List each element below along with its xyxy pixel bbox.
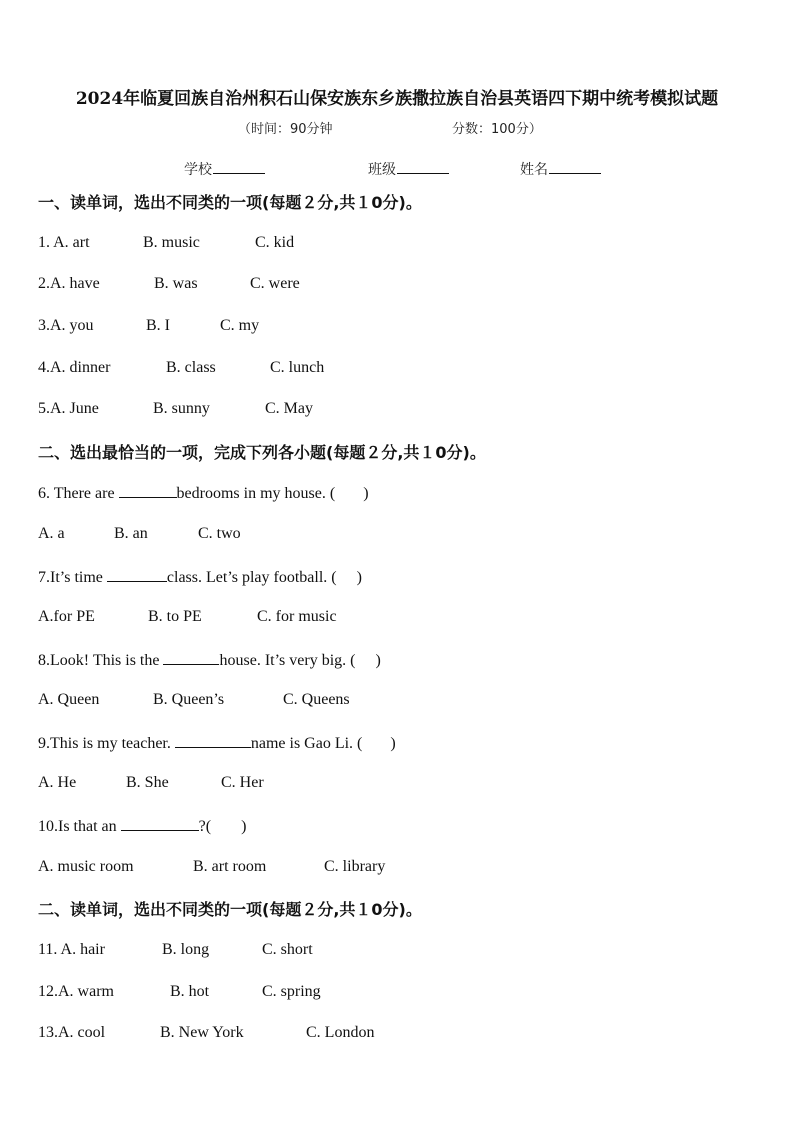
section-1-heading: 一、读单词，选出不同类的一项(每题２分,共１0分)。	[38, 193, 422, 212]
question-8-options: A. Queen B. Queen’s C. Queens	[38, 691, 350, 708]
question-13: 13.A. cool B. New York C. London	[38, 1024, 375, 1041]
answer-blank[interactable]	[119, 483, 177, 498]
question-4: 4.A. dinner B. class C. lunch	[38, 359, 325, 376]
exam-score: 分数：100分）	[452, 122, 542, 137]
question-10: 10.Is that an ?( )	[38, 818, 247, 835]
question-1: 1. A. art B. music C. kid	[38, 234, 295, 251]
question-12: 12.A. warm B. hot C. spring	[38, 983, 321, 1000]
answer-blank[interactable]	[175, 733, 251, 748]
answer-blank[interactable]	[121, 816, 199, 831]
name-blank[interactable]	[549, 159, 601, 174]
exam-time: （时间：90分钟	[238, 122, 333, 137]
question-3: 3.A. you B. I C. my	[38, 317, 260, 334]
page-title: 2024年临夏回族自治州积石山保安族东乡族撒拉族自治县英语四下期中统考模拟试题	[75, 89, 719, 109]
question-8: 8.Look! This is the house. It’s very big. ( )	[38, 652, 381, 669]
question-9: 9.This is my teacher. name is Gao Li. ( )	[38, 735, 396, 752]
question-10-options: A. music room B. art room C. library	[38, 858, 386, 875]
class-field: 班级	[368, 159, 449, 179]
question-2: 2.A. have B. was C. were	[38, 275, 300, 292]
question-7: 7.It’s time class. Let’s play football. ( )	[38, 569, 362, 586]
answer-blank[interactable]	[107, 567, 167, 582]
answer-blank[interactable]	[163, 650, 219, 665]
question-7-options: A.for PE B. to PE C. for music	[38, 608, 337, 625]
question-6: 6. There are bedrooms in my house. ( )	[38, 485, 369, 502]
class-blank[interactable]	[397, 159, 449, 174]
school-field: 学校	[184, 159, 265, 179]
question-6-options: A. a B. an C. two	[38, 525, 241, 542]
school-blank[interactable]	[213, 159, 265, 174]
name-field: 姓名	[520, 159, 601, 179]
question-9-options: A. He B. She C. Her	[38, 774, 264, 791]
section-2-heading: 二、选出最恰当的一项，完成下列各小题(每题２分,共１0分)。	[38, 443, 486, 462]
question-5: 5.A. June B. sunny C. May	[38, 400, 313, 417]
question-11: 11. A. hair B. long C. short	[38, 941, 313, 958]
section-3-heading: 二、读单词，选出不同类的一项(每题２分,共１0分)。	[38, 900, 422, 919]
